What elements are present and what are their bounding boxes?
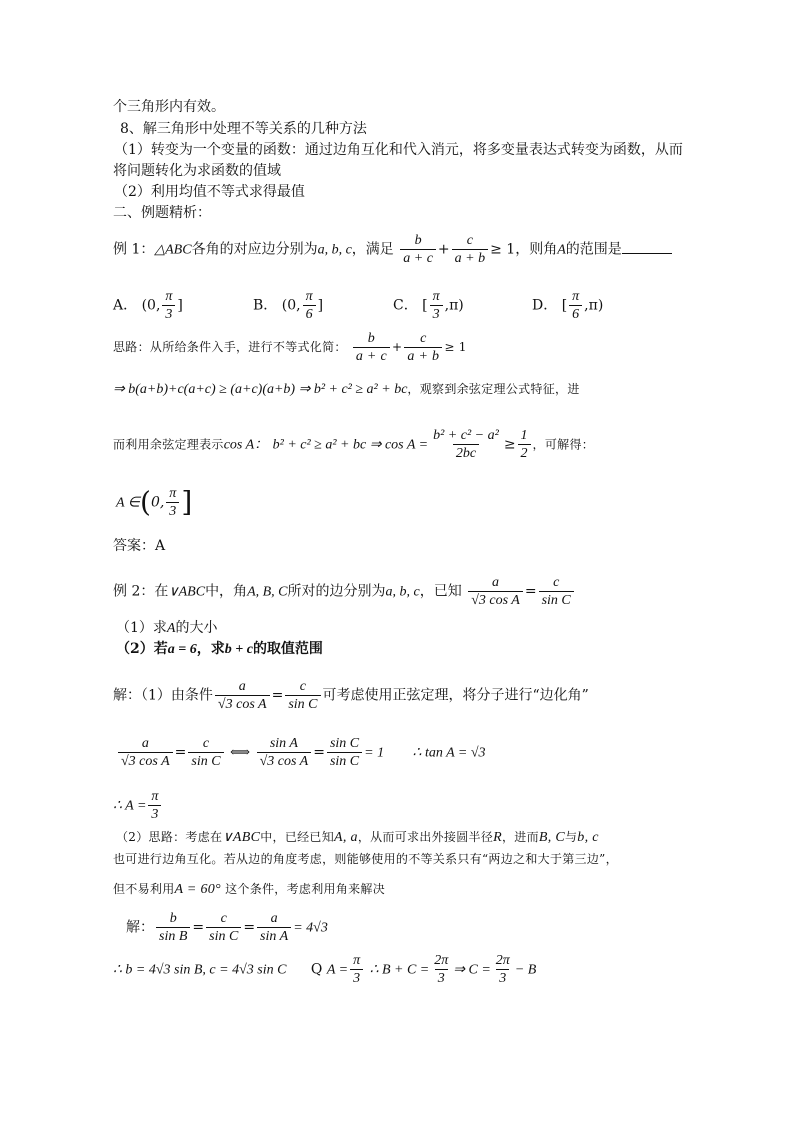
idea-line: 思路：从所给条件入手，进行不等式化简： $\frac{b}{a + c}$ + $\frac{c}{a + b}$ ≥ 1	[113, 331, 467, 364]
text-line: 将问题转化为求函数的值域	[113, 163, 281, 179]
text-line: （2）利用均值不等式求得最值	[114, 184, 305, 200]
example-2-stem: 例 2：在∨ABC中，角A, B, C所对的边分别为a, b, c，已知 $\frac{a}{\text{√3 cos A}}$ = $\frac{c}{\text{sin C}}$	[113, 574, 576, 609]
answer-line: 答案：A	[113, 538, 166, 554]
text-line: 个三角形内有效。	[113, 99, 225, 115]
idea-line: 而利用余弦定理表示cos A： b² + c² ≥ a² + bc ⇒ cos A = $\frac{\text{b² + c² − a²}}{2bc}$ ≥ $\frac{1}{2}$ ，可解得：	[113, 428, 595, 461]
option-c: C． [ $\frac{\pi}{3}$ ,π)	[393, 289, 464, 322]
fraction: $\frac{c}{a + b}$	[452, 232, 488, 267]
result-line: A ∈(0, $\frac{\pi}{3}$ ]	[116, 485, 193, 519]
answer-blank	[622, 239, 672, 254]
option-d: D． [ $\frac{\pi}{6}$ ,π)	[532, 289, 604, 322]
question-2: （2）若a = 6，求b + c的取值范围	[116, 641, 323, 657]
section-heading: 二、例题精析：	[113, 205, 211, 221]
idea-line: 也可进行边角互化。若从边的角度考虑，则能够使用的不等关系只有“两边之和大于第三边”，	[113, 852, 618, 866]
idea-line: （2）思路：考虑在∨ABC中，已经已知A, a，从而可求出外接圆半径R，进而B, C与b, c	[116, 830, 599, 845]
option-b: B． (0, $\frac{\pi}{6}$ ]	[253, 289, 324, 322]
idea-line: 但不易利用A = 60° 这个条件，考虑利用角来解决	[113, 882, 385, 897]
equation-line: ∴ A = $\frac{\pi}{3}$	[113, 788, 163, 823]
example-1-stem: 例 1：△ABC各角的对应边分别为a, b, c，满足 $\frac{b}{a + c}$ + $\frac{c}{a + b}$ ≥ 1，则角A的范围是	[113, 232, 672, 267]
equation-line: 解： $\frac{b}{\text{sin B}}$ = $\frac{c}{\text{sin C}}$ = $\frac{a}{\text{sin A}}$ = 4√3	[126, 911, 328, 944]
solution-line: 解：（1）由条件 $\frac{a}{\text{√3 cos A}}$ = $\frac{c}{\text{sin C}}$ 可考虑使用正弦定理，将分子进行“边化角”	[113, 679, 589, 712]
fraction: $\frac{b}{a + c}$	[400, 232, 436, 267]
section-heading: 8、解三角形中处理不等关系的几种方法	[120, 121, 367, 137]
question-1: （1）求A的大小	[116, 620, 218, 636]
idea-line: ⇒ b(a+b)+c(a+c) ≥ (a+c)(a+b) ⇒ b² + c² ≥ a² + bc，观察到余弦定理公式特征，进	[113, 382, 580, 397]
equation-line: ∴ b = 4√3 sin B, c = 4√3 sin C Q A = $\frac{\pi}{3}$ ∴ B + C = $\frac{2\pi}{3}$ ⇒ C = $\frac{2\pi}{3}$ − B	[113, 953, 537, 986]
text-line: （1）转变为一个变量的函数：通过边角互化和代入消元，将多变量表达式转变为函数，从而	[114, 142, 683, 158]
equation-line: $\frac{a}{\text{√3 cos A}}$ = $\frac{c}{\text{sin C}}$ ⟺ $\frac{\text{sin A}}{\text{√3 cos A}}$ = $\frac{\text{sin C}}{\text{sin C}}$ = 1 ∴ tan A = √3	[116, 735, 486, 770]
option-a: A． (0, $\frac{\pi}{3}$ ]	[113, 289, 183, 322]
